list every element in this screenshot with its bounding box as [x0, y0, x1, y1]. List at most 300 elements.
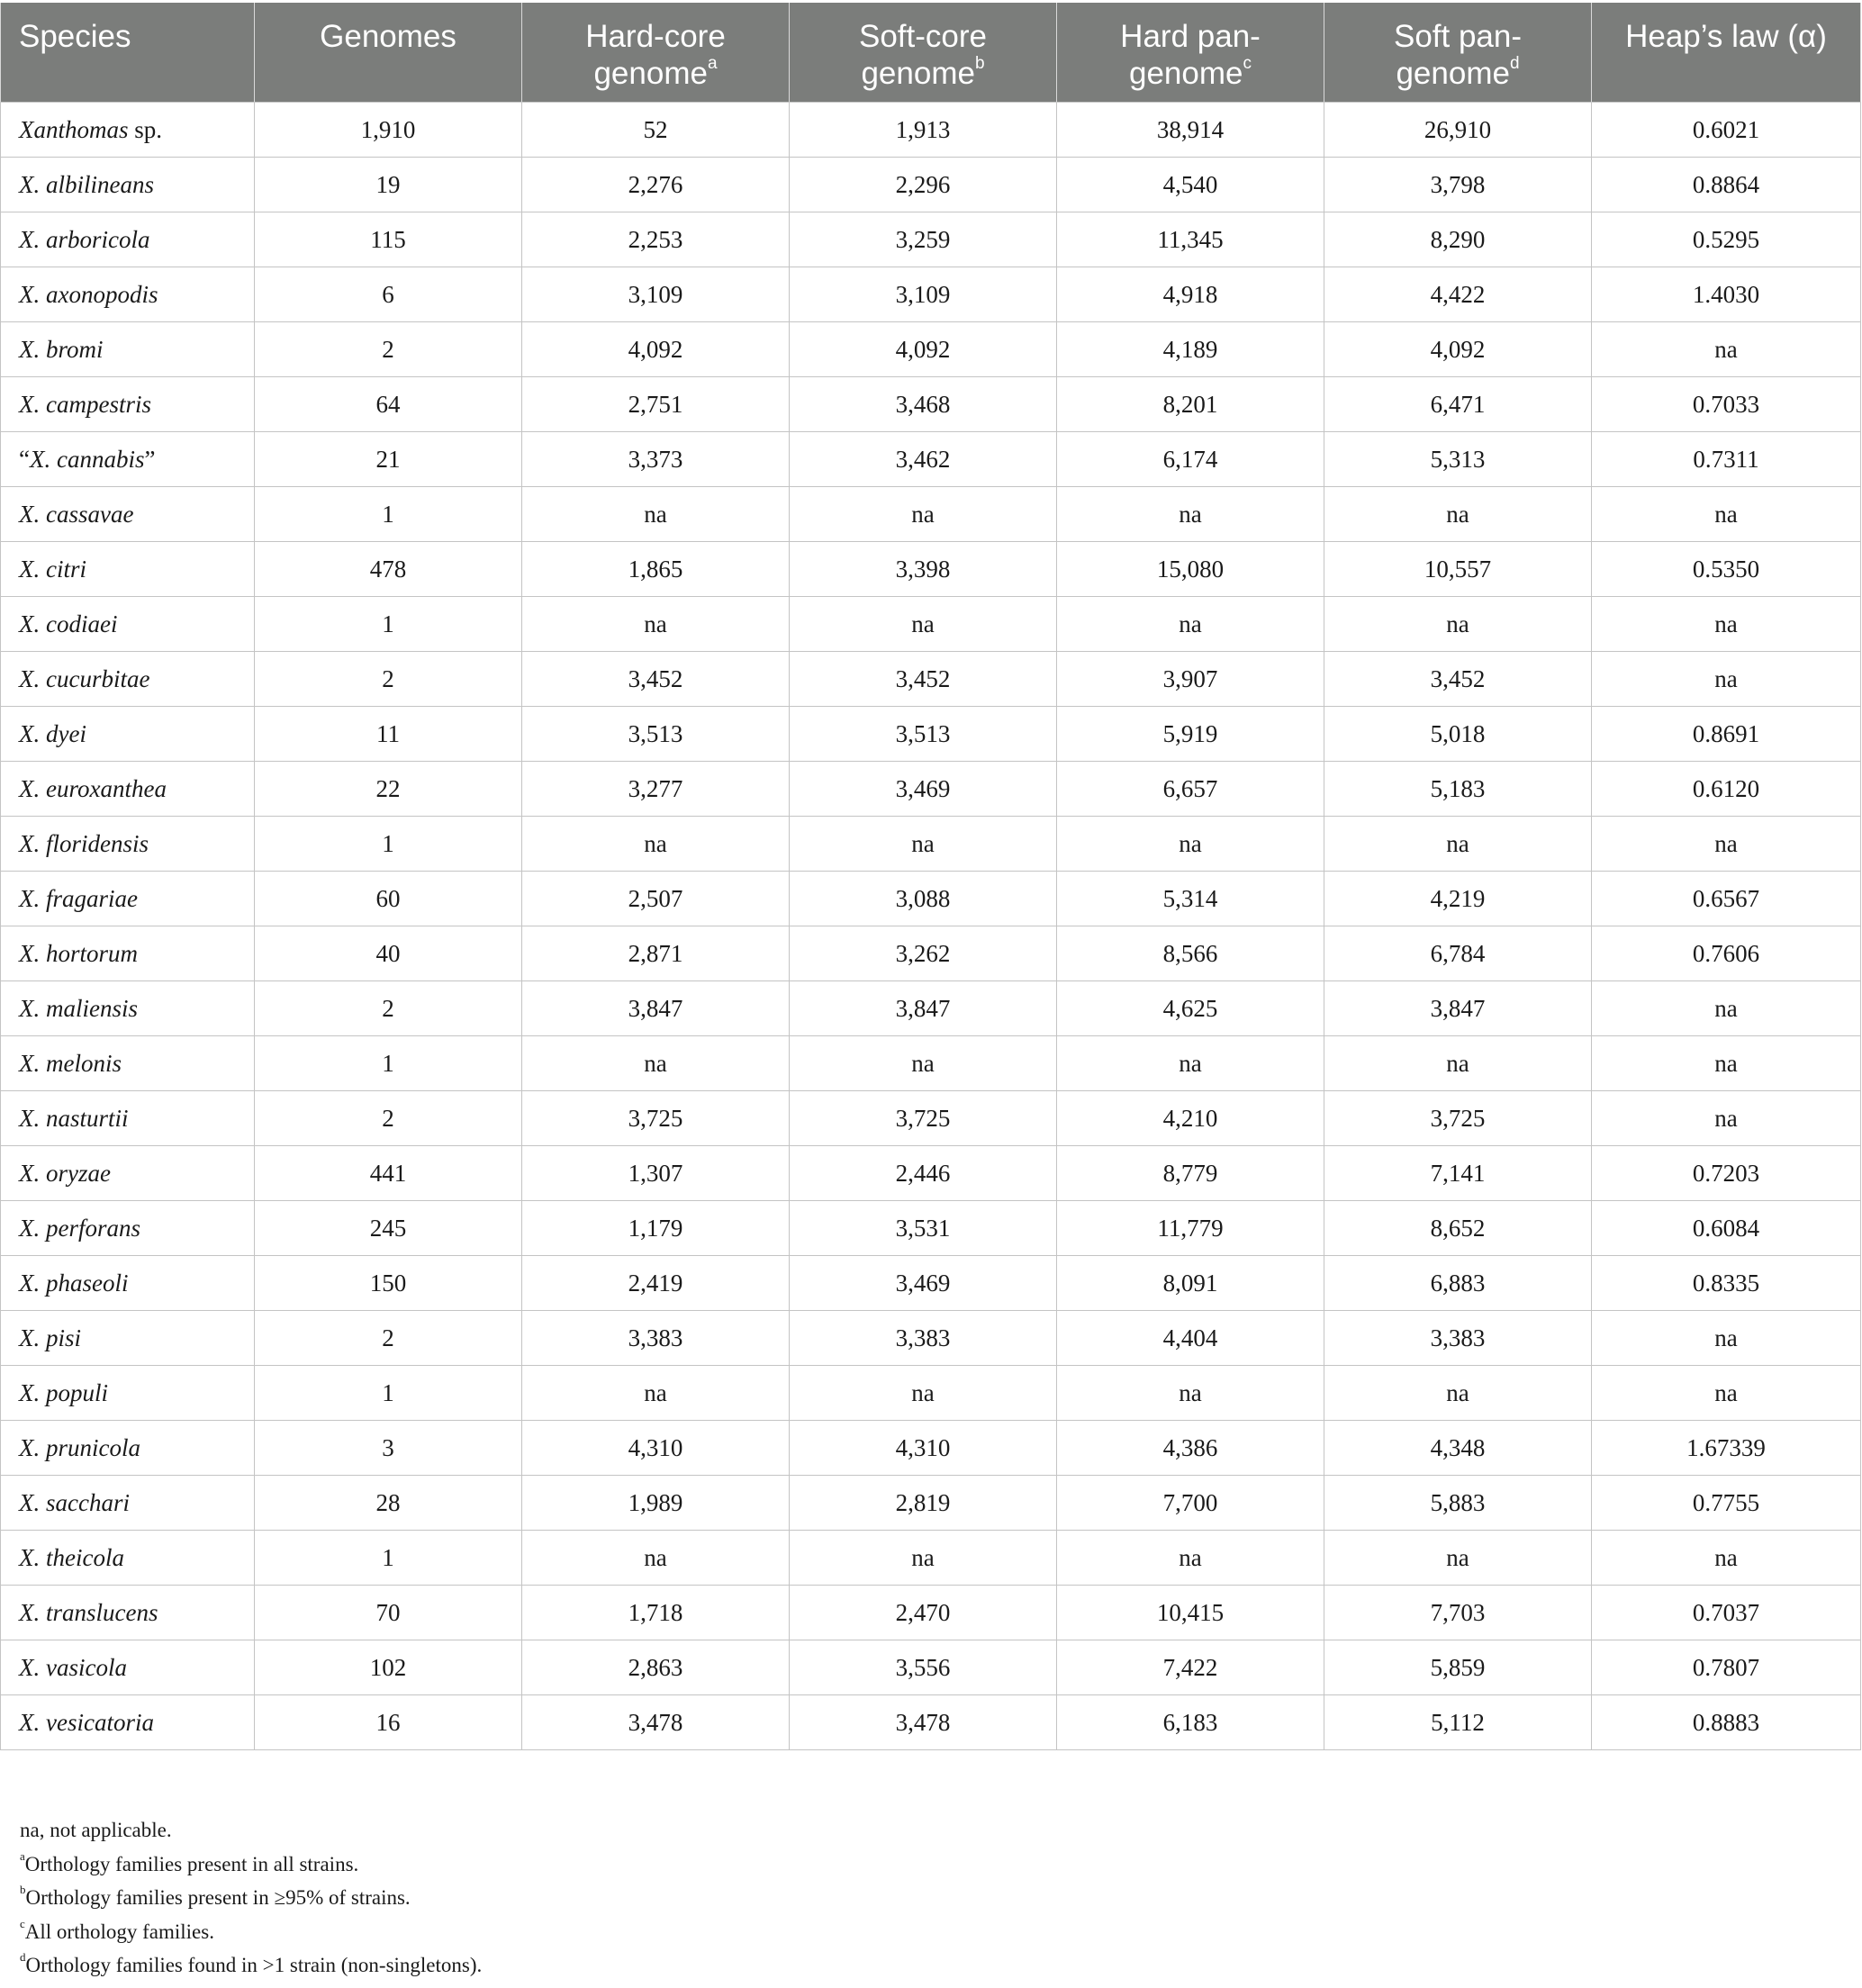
species-name: X. campestris: [19, 390, 151, 418]
species-cell: [1, 1036, 255, 1091]
species-cell: [1, 158, 255, 212]
heaps-law-cell: na: [1592, 1091, 1861, 1146]
heaps-law-cell: 0.7033: [1592, 377, 1861, 432]
heaps-law-cell: na: [1592, 487, 1861, 542]
hard-core-genome-cell: 3,452: [522, 652, 790, 707]
species-cell: [1, 103, 255, 158]
hard-pan-genome-cell: 11,779: [1057, 1201, 1324, 1256]
table-row: [1, 487, 1861, 542]
table-row: [1, 872, 1861, 926]
pangenome-table: [0, 3, 1861, 1750]
table-row: [1, 1366, 1861, 1421]
hard-pan-genome-cell: 10,415: [1057, 1586, 1324, 1640]
heaps-law-cell: na: [1592, 322, 1861, 377]
soft-core-genome-cell: 3,847: [790, 981, 1057, 1036]
table-row: [1, 597, 1861, 652]
hard-pan-genome-cell: 6,657: [1057, 762, 1324, 817]
soft-pan-genome-cell: 26,910: [1324, 103, 1592, 158]
heaps-law-cell: na: [1592, 652, 1861, 707]
footnote-marker: d: [1509, 54, 1520, 74]
heaps-law-cell: 0.6084: [1592, 1201, 1861, 1256]
soft-pan-genome-cell: 3,847: [1324, 981, 1592, 1036]
heaps-law-cell: 0.5350: [1592, 542, 1861, 597]
heaps-law-cell: na: [1592, 1531, 1861, 1586]
soft-core-genome-cell: na: [790, 1036, 1057, 1091]
species-name: X. cucurbitae: [19, 664, 150, 692]
soft-pan-genome-cell: 5,112: [1324, 1695, 1592, 1750]
hard-core-genome-cell: 3,513: [522, 707, 790, 762]
species-name: X. bromi: [19, 335, 104, 363]
genomes-cell: 2: [255, 1091, 522, 1146]
species-name: X. cannabis: [29, 445, 145, 473]
table-row: [1, 1091, 1861, 1146]
hard-pan-genome-cell: 4,386: [1057, 1421, 1324, 1476]
hard-core-genome-cell: 2,253: [522, 212, 790, 267]
hard-core-genome-cell: 2,751: [522, 377, 790, 432]
column-header-genomes: [255, 3, 522, 103]
footnote-marker: c: [1243, 54, 1252, 74]
soft-core-genome-cell: na: [790, 597, 1057, 652]
heaps-law-cell: 0.8883: [1592, 1695, 1861, 1750]
soft-core-genome-cell: na: [790, 487, 1057, 542]
column-header-species: [1, 3, 255, 103]
hard-pan-genome-cell: 4,625: [1057, 981, 1324, 1036]
species-cell: [1, 762, 255, 817]
species-cell: [1, 1531, 255, 1586]
heaps-law-cell: 1.4030: [1592, 267, 1861, 322]
hard-pan-genome-cell: 4,189: [1057, 322, 1324, 377]
hard-core-genome-cell: 3,725: [522, 1091, 790, 1146]
soft-core-genome-cell: 4,310: [790, 1421, 1057, 1476]
footnote-marker: a: [707, 54, 718, 74]
hard-core-genome-cell: 3,383: [522, 1311, 790, 1366]
heaps-law-cell: na: [1592, 981, 1861, 1036]
hard-pan-genome-cell: 5,919: [1057, 707, 1324, 762]
genomes-cell: 1,910: [255, 103, 522, 158]
hard-pan-genome-cell: na: [1057, 487, 1324, 542]
species-name: Xanthomas: [19, 115, 129, 143]
species-name: X. axonopodis: [19, 280, 158, 308]
species-name: X. citri: [19, 555, 86, 583]
soft-pan-genome-cell: na: [1324, 1036, 1592, 1091]
heaps-law-cell: na: [1592, 1366, 1861, 1421]
hard-core-genome-cell: na: [522, 1366, 790, 1421]
soft-pan-genome-cell: 5,859: [1324, 1640, 1592, 1695]
heaps-law-cell: 0.7203: [1592, 1146, 1861, 1201]
species-name: X. albilineans: [19, 170, 154, 198]
species-name: X. nasturtii: [19, 1104, 129, 1132]
genomes-cell: 441: [255, 1146, 522, 1201]
table-row: [1, 652, 1861, 707]
genomes-cell: 28: [255, 1476, 522, 1531]
soft-pan-genome-cell: 8,652: [1324, 1201, 1592, 1256]
column-header-label: Hard pan-: [1120, 19, 1261, 54]
genomes-cell: 478: [255, 542, 522, 597]
hard-pan-genome-cell: 5,314: [1057, 872, 1324, 926]
genomes-cell: 16: [255, 1695, 522, 1750]
hard-pan-genome-cell: na: [1057, 1531, 1324, 1586]
heaps-law-cell: 0.7037: [1592, 1586, 1861, 1640]
table-row: [1, 1036, 1861, 1091]
hard-core-genome-cell: na: [522, 817, 790, 872]
table-row: [1, 432, 1861, 487]
column-header-label: Hard-core: [585, 19, 726, 54]
hard-pan-genome-cell: 11,345: [1057, 212, 1324, 267]
hard-pan-genome-cell: 15,080: [1057, 542, 1324, 597]
species-cell: [1, 1146, 255, 1201]
table-row: [1, 158, 1861, 212]
hard-pan-genome-cell: 8,779: [1057, 1146, 1324, 1201]
species-cell: [1, 817, 255, 872]
species-name: X. prunicola: [19, 1433, 140, 1461]
soft-core-genome-cell: 3,725: [790, 1091, 1057, 1146]
heaps-law-cell: na: [1592, 597, 1861, 652]
species-name: X. dyei: [19, 719, 86, 747]
species-cell: [1, 981, 255, 1036]
table-row: [1, 926, 1861, 981]
hard-pan-genome-cell: 38,914: [1057, 103, 1324, 158]
genomes-cell: 102: [255, 1640, 522, 1695]
soft-core-genome-cell: 2,296: [790, 158, 1057, 212]
genomes-cell: 40: [255, 926, 522, 981]
footnote: [20, 1881, 482, 1915]
soft-pan-genome-cell: na: [1324, 597, 1592, 652]
species-cell: [1, 377, 255, 432]
soft-core-genome-cell: 3,469: [790, 762, 1057, 817]
soft-pan-genome-cell: 3,798: [1324, 158, 1592, 212]
soft-pan-genome-cell: 3,725: [1324, 1091, 1592, 1146]
species-name: X. vasicola: [19, 1653, 127, 1681]
hard-core-genome-cell: 2,871: [522, 926, 790, 981]
column-header-label-line2: genome: [1129, 56, 1243, 91]
soft-core-genome-cell: 3,398: [790, 542, 1057, 597]
species-name: X. translucens: [19, 1598, 158, 1626]
soft-pan-genome-cell: 6,471: [1324, 377, 1592, 432]
table-row: [1, 1586, 1861, 1640]
species-name: X. cassavae: [19, 500, 134, 528]
soft-core-genome-cell: 3,478: [790, 1695, 1057, 1750]
soft-core-genome-cell: 3,259: [790, 212, 1057, 267]
heaps-law-cell: na: [1592, 817, 1861, 872]
species-name: X. vesicatoria: [19, 1708, 154, 1736]
soft-pan-genome-cell: 3,452: [1324, 652, 1592, 707]
column-header-soft-core-genome: [790, 3, 1057, 103]
soft-core-genome-cell: 3,468: [790, 377, 1057, 432]
soft-pan-genome-cell: 7,141: [1324, 1146, 1592, 1201]
footnote-marker: b: [20, 1883, 26, 1897]
hard-pan-genome-cell: 8,201: [1057, 377, 1324, 432]
genomes-cell: 1: [255, 597, 522, 652]
footnote: [20, 1948, 482, 1983]
hard-core-genome-cell: na: [522, 597, 790, 652]
hard-core-genome-cell: 3,109: [522, 267, 790, 322]
species-name: X. euroxanthea: [19, 774, 167, 802]
hard-pan-genome-cell: 7,422: [1057, 1640, 1324, 1695]
species-cell: [1, 597, 255, 652]
heaps-law-cell: 0.7807: [1592, 1640, 1861, 1695]
table-row: [1, 1531, 1861, 1586]
genomes-cell: 1: [255, 487, 522, 542]
hard-core-genome-cell: 3,277: [522, 762, 790, 817]
table-row: [1, 1201, 1861, 1256]
table-row: [1, 1695, 1861, 1750]
column-header-label: Heap’s law (α): [1625, 19, 1827, 54]
soft-core-genome-cell: 3,109: [790, 267, 1057, 322]
species-suffix: sp.: [128, 115, 163, 143]
genomes-cell: 11: [255, 707, 522, 762]
hard-core-genome-cell: 1,989: [522, 1476, 790, 1531]
species-cell: [1, 1366, 255, 1421]
hard-pan-genome-cell: 8,091: [1057, 1256, 1324, 1311]
soft-pan-genome-cell: 4,422: [1324, 267, 1592, 322]
species-name: X. fragariae: [19, 884, 138, 912]
heaps-law-cell: 0.8864: [1592, 158, 1861, 212]
species-cell: [1, 1586, 255, 1640]
hard-pan-genome-cell: 4,540: [1057, 158, 1324, 212]
genomes-cell: 115: [255, 212, 522, 267]
soft-core-genome-cell: 4,092: [790, 322, 1057, 377]
soft-core-genome-cell: 2,446: [790, 1146, 1057, 1201]
soft-core-genome-cell: 1,913: [790, 103, 1057, 158]
footnote-marker: c: [20, 1916, 25, 1930]
footnote-marker: b: [974, 54, 985, 74]
soft-core-genome-cell: 3,452: [790, 652, 1057, 707]
heaps-law-cell: 0.8691: [1592, 707, 1861, 762]
species-cell: [1, 487, 255, 542]
species-cell: [1, 652, 255, 707]
column-header-hard-core-genome: [522, 3, 790, 103]
species-cell: [1, 1695, 255, 1750]
hard-core-genome-cell: 3,847: [522, 981, 790, 1036]
species-cell: [1, 267, 255, 322]
heaps-law-cell: 0.7311: [1592, 432, 1861, 487]
genomes-cell: 2: [255, 652, 522, 707]
table-row: [1, 267, 1861, 322]
footnote: [20, 1848, 482, 1882]
species-name: X. arboricola: [19, 225, 150, 253]
soft-pan-genome-cell: 8,290: [1324, 212, 1592, 267]
table-row: [1, 1311, 1861, 1366]
soft-pan-genome-cell: 4,219: [1324, 872, 1592, 926]
heaps-law-cell: 0.6120: [1592, 762, 1861, 817]
soft-core-genome-cell: 3,469: [790, 1256, 1057, 1311]
species-name: X. hortorum: [19, 939, 139, 967]
species-cell: [1, 1476, 255, 1531]
table-row: [1, 1146, 1861, 1201]
table-row: [1, 322, 1861, 377]
soft-core-genome-cell: na: [790, 1366, 1057, 1421]
table-row: [1, 707, 1861, 762]
genomes-cell: 64: [255, 377, 522, 432]
hard-pan-genome-cell: 4,918: [1057, 267, 1324, 322]
column-header-label-line2: genome: [1396, 56, 1510, 91]
hard-pan-genome-cell: na: [1057, 1036, 1324, 1091]
soft-pan-genome-cell: 5,883: [1324, 1476, 1592, 1531]
heaps-law-cell: 0.6021: [1592, 103, 1861, 158]
genomes-cell: 245: [255, 1201, 522, 1256]
footnote: [20, 1915, 482, 1949]
soft-pan-genome-cell: 5,313: [1324, 432, 1592, 487]
table-header: [1, 3, 1861, 103]
soft-pan-genome-cell: 4,348: [1324, 1421, 1592, 1476]
pangenome-table-container: [0, 3, 1860, 1750]
hard-core-genome-cell: na: [522, 487, 790, 542]
heaps-law-cell: 0.7755: [1592, 1476, 1861, 1531]
species-name: X. populi: [19, 1378, 108, 1406]
footnote-text: Orthology families present in ≥95% of strains.: [25, 1886, 411, 1909]
species-name: X. maliensis: [19, 994, 138, 1022]
soft-pan-genome-cell: na: [1324, 1366, 1592, 1421]
species-name: X. floridensis: [19, 829, 149, 857]
hard-core-genome-cell: 2,419: [522, 1256, 790, 1311]
table-row: [1, 212, 1861, 267]
soft-core-genome-cell: 3,513: [790, 707, 1057, 762]
column-header-label: Genomes: [320, 19, 456, 54]
genomes-cell: 1: [255, 1531, 522, 1586]
hard-core-genome-cell: 3,373: [522, 432, 790, 487]
footnote-marker: d: [20, 1950, 26, 1965]
soft-core-genome-cell: 3,462: [790, 432, 1057, 487]
table-row: [1, 1476, 1861, 1531]
table-footnotes: [20, 1813, 482, 1983]
species-cell: [1, 322, 255, 377]
soft-core-genome-cell: 3,556: [790, 1640, 1057, 1695]
hard-core-genome-cell: 1,718: [522, 1586, 790, 1640]
hard-pan-genome-cell: 4,210: [1057, 1091, 1324, 1146]
footnote: [20, 1813, 482, 1848]
species-name: X. phaseoli: [19, 1269, 129, 1297]
species-cell: [1, 872, 255, 926]
hard-core-genome-cell: na: [522, 1036, 790, 1091]
species-name: X. pisi: [19, 1324, 82, 1351]
genomes-cell: 1: [255, 817, 522, 872]
species-name: X. codiaei: [19, 610, 118, 637]
species-name: X. melonis: [19, 1049, 122, 1077]
table-row: [1, 1421, 1861, 1476]
soft-core-genome-cell: 2,470: [790, 1586, 1057, 1640]
genomes-cell: 21: [255, 432, 522, 487]
soft-pan-genome-cell: 3,383: [1324, 1311, 1592, 1366]
soft-pan-genome-cell: na: [1324, 487, 1592, 542]
column-header-label-line2: genome: [861, 56, 975, 91]
soft-core-genome-cell: 2,819: [790, 1476, 1057, 1531]
hard-pan-genome-cell: 6,183: [1057, 1695, 1324, 1750]
genomes-cell: 60: [255, 872, 522, 926]
species-cell: [1, 1201, 255, 1256]
footnote-text: All orthology families.: [24, 1920, 214, 1943]
footnote-text: Orthology families present in all strains.: [24, 1852, 359, 1875]
column-header-hard-pan-genome: [1057, 3, 1324, 103]
genomes-cell: 2: [255, 322, 522, 377]
genomes-cell: 70: [255, 1586, 522, 1640]
species-name: X. theicola: [19, 1543, 124, 1571]
species-cell: [1, 926, 255, 981]
column-header-label: Soft pan-: [1393, 19, 1523, 54]
soft-pan-genome-cell: 6,784: [1324, 926, 1592, 981]
soft-pan-genome-cell: 7,703: [1324, 1586, 1592, 1640]
column-header-soft-pan-genome: [1324, 3, 1592, 103]
genomes-cell: 150: [255, 1256, 522, 1311]
heaps-law-cell: 0.5295: [1592, 212, 1861, 267]
soft-pan-genome-cell: 4,092: [1324, 322, 1592, 377]
table-row: [1, 377, 1861, 432]
species-cell: [1, 1311, 255, 1366]
genomes-cell: 1: [255, 1036, 522, 1091]
hard-pan-genome-cell: 6,174: [1057, 432, 1324, 487]
column-header-label-line2: genome: [593, 56, 708, 91]
species-cell: [1, 707, 255, 762]
table-row: [1, 103, 1861, 158]
soft-pan-genome-cell: 6,883: [1324, 1256, 1592, 1311]
heaps-law-cell: 0.8335: [1592, 1256, 1861, 1311]
hard-core-genome-cell: 4,310: [522, 1421, 790, 1476]
hard-core-genome-cell: na: [522, 1531, 790, 1586]
hard-core-genome-cell: 3,478: [522, 1695, 790, 1750]
heaps-law-cell: 0.7606: [1592, 926, 1861, 981]
species-cell: “X. cannabis”: [1, 432, 255, 487]
footnote-text: na, not applicable.: [20, 1819, 172, 1841]
hard-pan-genome-cell: na: [1057, 1366, 1324, 1421]
genomes-cell: 3: [255, 1421, 522, 1476]
table-row: [1, 762, 1861, 817]
table-row: [1, 1640, 1861, 1695]
hard-pan-genome-cell: na: [1057, 597, 1324, 652]
heaps-law-cell: na: [1592, 1036, 1861, 1091]
table-row: [1, 1256, 1861, 1311]
footnote-text: Orthology families found in >1 strain (non-singletons).: [25, 1954, 483, 1976]
footnote-marker: a: [20, 1848, 25, 1863]
hard-core-genome-cell: 1,307: [522, 1146, 790, 1201]
genomes-cell: 2: [255, 981, 522, 1036]
hard-core-genome-cell: 1,865: [522, 542, 790, 597]
table-body: [1, 103, 1861, 1750]
soft-pan-genome-cell: 5,018: [1324, 707, 1592, 762]
column-header-heaps-law: [1592, 3, 1861, 103]
hard-core-genome-cell: 52: [522, 103, 790, 158]
species-cell: [1, 1640, 255, 1695]
table-row: [1, 817, 1861, 872]
soft-pan-genome-cell: 10,557: [1324, 542, 1592, 597]
heaps-law-cell: 1.67339: [1592, 1421, 1861, 1476]
table-row: [1, 542, 1861, 597]
genomes-cell: 1: [255, 1366, 522, 1421]
soft-core-genome-cell: na: [790, 1531, 1057, 1586]
species-cell: [1, 1421, 255, 1476]
species-cell: [1, 212, 255, 267]
species-name: X. perforans: [19, 1214, 140, 1242]
hard-core-genome-cell: 2,276: [522, 158, 790, 212]
soft-core-genome-cell: 3,088: [790, 872, 1057, 926]
species-cell: [1, 1256, 255, 1311]
hard-core-genome-cell: 2,863: [522, 1640, 790, 1695]
heaps-law-cell: na: [1592, 1311, 1861, 1366]
species-cell: [1, 1091, 255, 1146]
species-name: X. sacchari: [19, 1488, 130, 1516]
hard-core-genome-cell: 1,179: [522, 1201, 790, 1256]
soft-core-genome-cell: 3,262: [790, 926, 1057, 981]
header-row: [1, 3, 1861, 103]
soft-pan-genome-cell: na: [1324, 817, 1592, 872]
species-name: X. oryzae: [19, 1159, 111, 1187]
genomes-cell: 22: [255, 762, 522, 817]
soft-core-genome-cell: 3,531: [790, 1201, 1057, 1256]
species-cell: [1, 542, 255, 597]
soft-core-genome-cell: 3,383: [790, 1311, 1057, 1366]
table-row: [1, 981, 1861, 1036]
soft-core-genome-cell: na: [790, 817, 1057, 872]
hard-core-genome-cell: 2,507: [522, 872, 790, 926]
hard-core-genome-cell: 4,092: [522, 322, 790, 377]
